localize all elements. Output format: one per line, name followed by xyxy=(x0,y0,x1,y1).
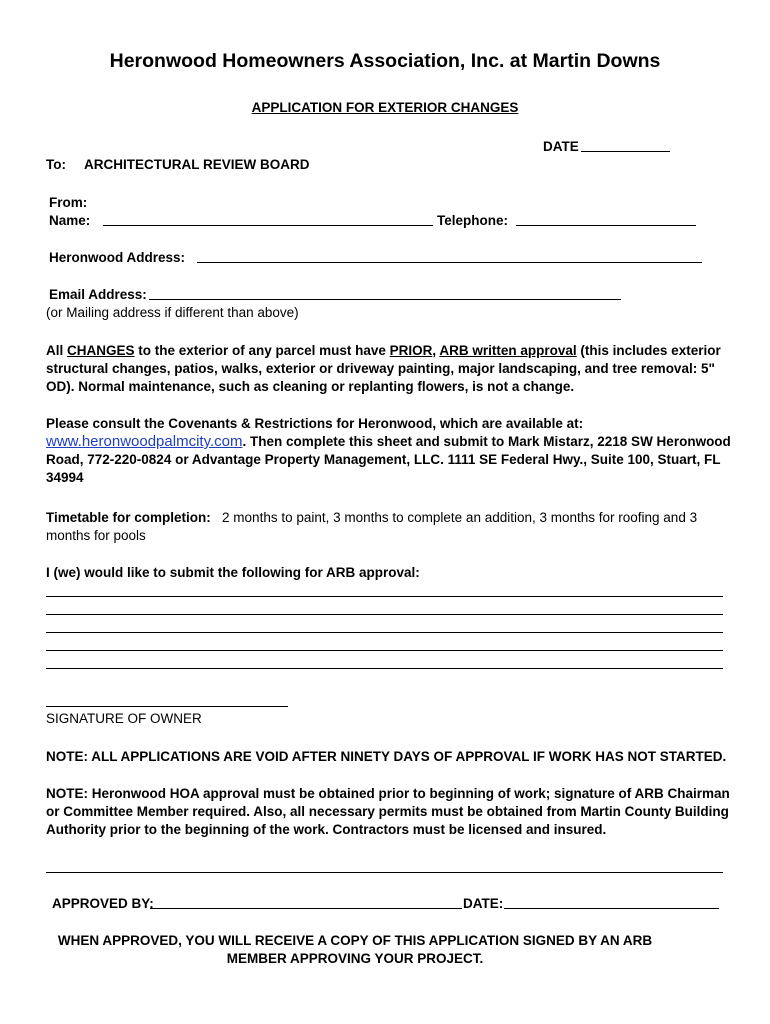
changes-emphasis: CHANGES xyxy=(67,343,135,358)
telephone-label: Telephone: xyxy=(437,213,509,228)
from-label: From: xyxy=(49,195,88,210)
email-label: Email Address: xyxy=(49,287,147,302)
website-link[interactable]: www.heronwoodpalmcity.com xyxy=(46,433,243,450)
telephone-field[interactable] xyxy=(516,225,696,226)
date-label: DATE xyxy=(543,139,579,154)
timetable-paragraph xyxy=(46,509,736,545)
name-field[interactable] xyxy=(103,225,433,226)
approved-by-label: APPROVED BY: xyxy=(52,896,154,911)
date-field[interactable] xyxy=(581,151,670,152)
address-label: Heronwood Address: xyxy=(49,250,186,265)
note-approval: NOTE: Heronwood HOA approval must be obtained prior to beginning of work; signature of ARB Chairman or Committee Member required. Also, all necessary permits must be obtained from Martin County Building Authority prior to the beginning of the work. Contractors must be licensed and insured. xyxy=(46,786,730,837)
email-field[interactable] xyxy=(149,299,621,300)
name-label: Name: xyxy=(49,213,91,228)
submit-label: I (we) would like to submit the following for ARB approval: xyxy=(46,565,420,580)
approval-date-label: DATE: xyxy=(463,896,504,911)
mailing-note: (or Mailing address if different than above) xyxy=(46,305,299,320)
description-line-2[interactable] xyxy=(46,614,723,615)
footer-line-1: WHEN APPROVED, YOU WILL RECEIVE A COPY OF THIS APPLICATION SIGNED BY AN ARB xyxy=(57,933,653,948)
to-label: To: xyxy=(46,157,66,172)
prior-emphasis: PRIOR xyxy=(389,343,433,358)
timetable-label: Timetable for completion: xyxy=(46,510,211,525)
description-line-3[interactable] xyxy=(46,632,723,633)
description-line-5[interactable] xyxy=(46,668,723,669)
footer-line-2: MEMBER APPROVING YOUR PROJECT. xyxy=(226,951,484,966)
note-void: NOTE: ALL APPLICATIONS ARE VOID AFTER NINETY DAYS OF APPROVAL IF WORK HAS NOT STARTED. xyxy=(46,749,727,764)
signature-field[interactable] xyxy=(46,706,288,707)
consult-paragraph: Please consult the Covenants & Restrictions for Heronwood, which are available at: www.heronwoodpalmcity.com. Then complete this sheet and submit to Mark Mistarz, 2218 SW Heronwood Road, 772-220-0824 or Advantage Property Management, LLC. 1111 SE Federal Hwy., Suite 100, Stuart, FL 34994 xyxy=(46,416,731,485)
changes-paragraph: All CHANGES to the exterior of any parcel must have PRIOR, ARB written approval (this includes exterior structural changes, patios, walks, exterior or driveway painting, major landscaping, and tree removal: 5" OD). Normal maintenance, such as cleaning or replanting flowers, is not a change. xyxy=(46,343,721,394)
approval-date-field[interactable] xyxy=(504,908,719,909)
document-title: Heronwood Homeowners Association, Inc. at Martin Downs xyxy=(109,50,661,72)
document-subtitle: APPLICATION FOR EXTERIOR CHANGES xyxy=(251,100,519,115)
address-field[interactable] xyxy=(197,262,702,263)
signature-label: SIGNATURE OF OWNER xyxy=(46,711,202,726)
description-line-1[interactable] xyxy=(46,596,723,597)
separator-line xyxy=(46,872,723,873)
description-line-4[interactable] xyxy=(46,650,723,651)
to-value: ARCHITECTURAL REVIEW BOARD xyxy=(84,157,310,172)
approved-by-field[interactable] xyxy=(150,908,462,909)
arb-approval-emphasis: ARB written approval xyxy=(439,343,577,358)
timetable-text: 2 months to paint, 3 months to complete an addition, 3 months for roofing and 3 months for pools xyxy=(46,510,698,543)
